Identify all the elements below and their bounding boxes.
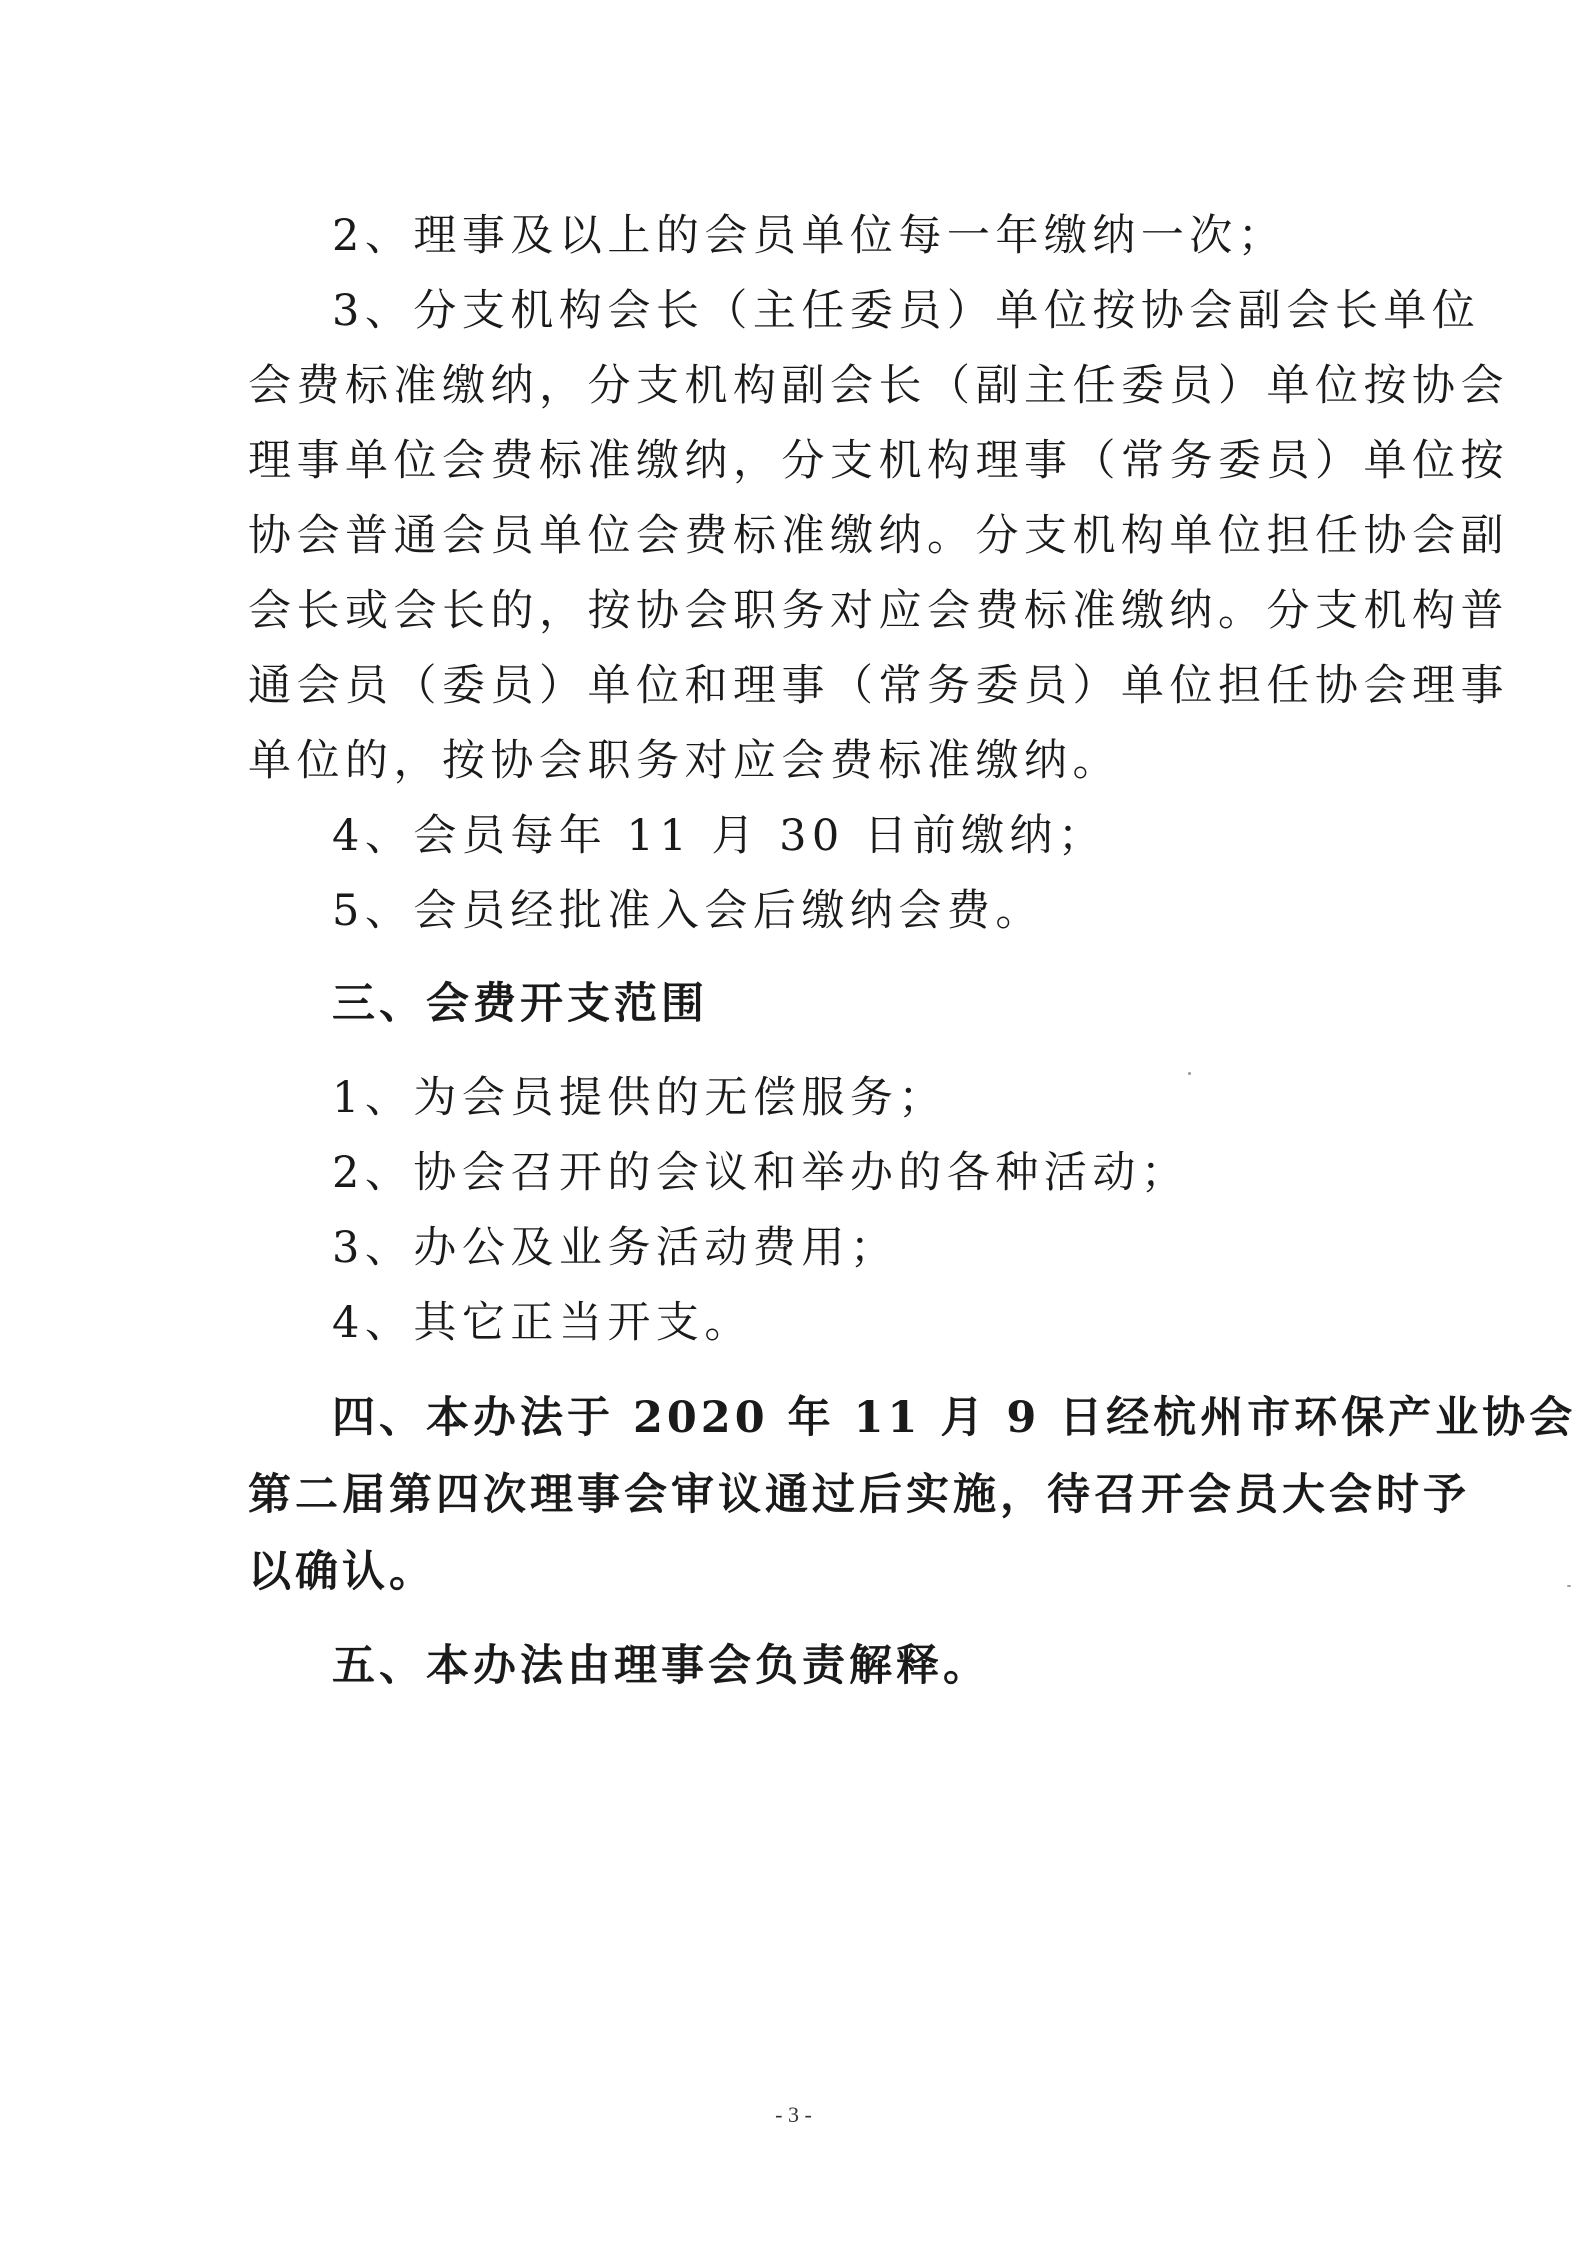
item-3-line-5: 会长或会长的，按协会职务对应会费标准缴纳。分支机构普 [248,586,1509,636]
expense-item-1: 1、为会员提供的无偿服务； [332,1073,947,1123]
page-number: - 3 - [775,2102,812,2127]
item-2-text: 2、理事及以上的会员单位每一年缴纳一次； [332,211,1287,261]
item-3-line-7: 单位的，按协会职务对应会费标准缴纳。 [248,736,1121,786]
item-3-line-3: 理事单位会费标准缴纳，分支机构理事（常务委员）单位按 [248,436,1509,486]
expense-item-2: 2、协会召开的会议和举办的各种活动； [332,1148,1190,1198]
item-3-line-1: 3、分支机构会长（主任委员）单位按协会副会长单位 [332,286,1481,336]
item-5-text: 5、会员经批准入会后缴纳会费。 [332,886,1044,936]
item-4-text: 4、会员每年 11 月 30 日前缴纳； [332,811,1107,861]
section-3-heading: 三、会费开支范围 [332,979,708,1029]
section-5-text: 五、本办法由理事会负责解释。 [332,1641,990,1691]
section-4-line-1: 四、本办法于 2020 年 11 月 9 日经杭州市环保产业协会 [332,1393,1577,1443]
section-4-line-2: 第二届第四次理事会审议通过后实施，待召开会员大会时予 [248,1470,1470,1520]
expense-item-3: 3、办公及业务活动费用； [332,1223,899,1273]
item-3-line-4: 协会普通会员单位会费标准缴纳。分支机构单位担任协会副 [248,511,1509,561]
scan-speck [1567,1585,1571,1587]
section-4-line-3: 以确认。 [248,1547,436,1597]
scan-speck [1188,1072,1191,1075]
item-3-line-6: 通会员（委员）单位和理事（常务委员）单位担任协会理事 [248,661,1509,711]
item-3-line-2: 会费标准缴纳，分支机构副会长（副主任委员）单位按协会 [248,361,1509,411]
expense-item-4: 4、其它正当开支。 [332,1298,753,1348]
